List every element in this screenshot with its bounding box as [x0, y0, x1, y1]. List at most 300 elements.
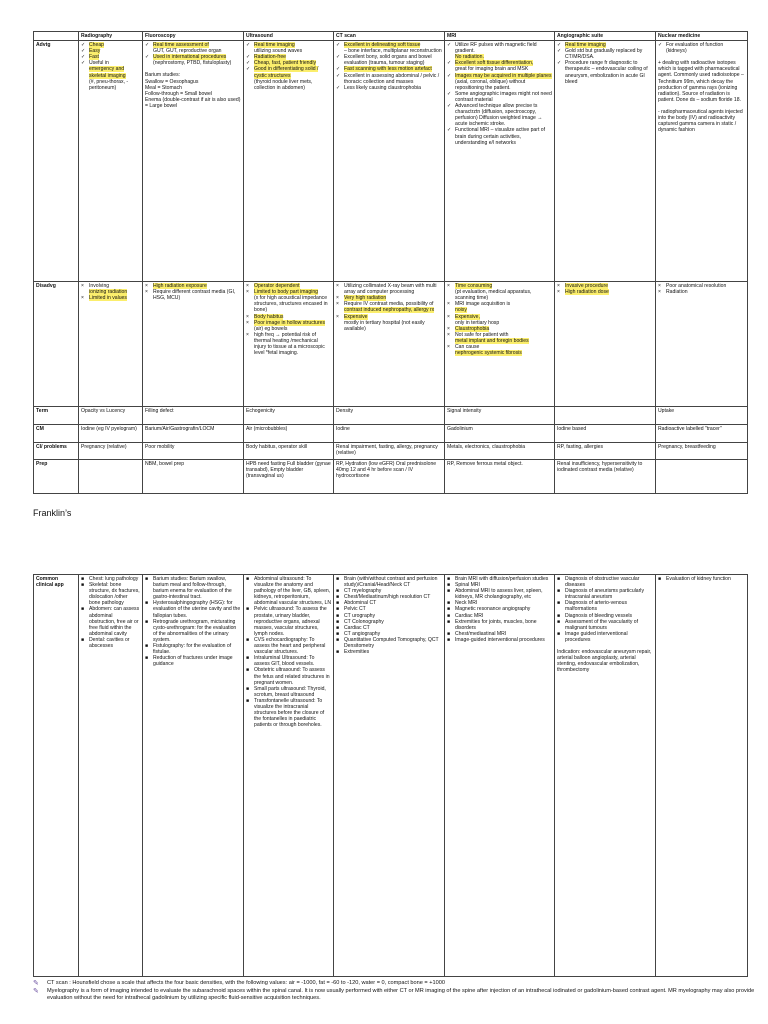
square-bullet-icon: ■ [81, 606, 85, 613]
list-item-text: No radiation. [455, 54, 484, 61]
list-item-text: Limited in values [89, 295, 127, 302]
table-cell: Metals, electronics, claustrophobia [445, 443, 555, 460]
list-item [658, 42, 745, 54]
square-bullet-icon: ■ [246, 697, 250, 704]
footer-note: ✎ Myelography is a form of imaging intended to evaluate the subarachnoid spaces within the spinal canal. It is now usually performed with either CT or MR imaging of the spine after injection of an intrathecal iodinated or gadolinium-based contrast agent. MR myelography may also provide evaluation without the need for intrathecal gadolinium by utilizing specific fluid-sensitive acquisition techniques. [33, 988, 755, 1001]
list-item-text: Poor image in hollow structures [254, 319, 326, 326]
square-bullet-icon: ■ [336, 630, 340, 637]
header-cell: MRI [445, 32, 555, 41]
list-item [246, 606, 331, 636]
square-bullet-icon: ■ [246, 667, 250, 674]
list-item-text: Very high radiation [344, 295, 387, 302]
list-item-text: Chest/Mediastinum/high resolution CT [344, 594, 431, 601]
list-item [447, 350, 552, 356]
square-bullet-icon: ■ [447, 576, 451, 582]
check-icon: ✓ [447, 127, 452, 134]
pen-icon: ✎ [33, 980, 39, 987]
list-item-text: Utilizing collimated X-ray beam with multi array and computer processing [344, 283, 437, 296]
table-cell [555, 407, 656, 425]
list-item-text: Utilize RF pulses with magnetic field gradient. [455, 42, 537, 55]
list-item-text: (#, pneu-thorax, - peritoneum) [89, 78, 129, 91]
list-item-text: Image guided interventional procedures [565, 630, 628, 643]
list-item-text: CT myelography [344, 588, 382, 595]
cross-icon: × [447, 344, 450, 351]
list-item [447, 42, 552, 54]
list-item-text: Brain (with/without contrast and perfusion study)/Cranial/Head/Neck CT [344, 576, 438, 589]
disadvg-angio [555, 282, 656, 407]
list-item-text: Abdominal MRI to assess liver, spleen, kidneys, MR cholangiography, etc [455, 588, 543, 601]
list-item [447, 91, 552, 103]
list-item-text: mostly in tertiary hospital (not easily available) [344, 319, 425, 332]
list-item-text: Neck MRI [455, 600, 478, 607]
list-item-text: Pelvic CT [344, 606, 366, 613]
list-item [336, 637, 442, 649]
check-icon: ✓ [557, 42, 562, 49]
row-label: Prep [34, 460, 79, 494]
table-cell: Pregnancy (relative) [79, 443, 143, 460]
list-item-text: Less likely causing claustrophobia [344, 84, 422, 91]
table-cell: Renal insufficiency, hypersensitivity to iodinated contrast media (relative) [555, 460, 656, 494]
list-item-text: Magnetic resonance angiography [455, 606, 531, 613]
table-cell: Gadolinium [445, 425, 555, 443]
list-item-text: great for imaging brain and MSK [455, 66, 529, 73]
list-item [336, 283, 442, 295]
list-item [336, 576, 442, 588]
list-item [246, 686, 331, 698]
table-cell: RP, Hydration (low eGFR) Oral prednisolone 40mg 12 and 4 hr before scan / IV hydrocortisone [334, 460, 445, 494]
list-item-text: Radiation-free [254, 54, 286, 61]
app-ct [334, 575, 445, 977]
square-bullet-icon: ■ [336, 649, 340, 656]
list-item-text: Diagnosis of obstructive vascular diseases [565, 576, 640, 589]
list-item-text: Real time imaging [254, 42, 295, 49]
square-bullet-icon: ■ [81, 582, 85, 589]
cross-icon: × [447, 331, 450, 338]
list-item-text: Cheap, fast, patient friendly [254, 60, 317, 67]
table-cell [79, 460, 143, 494]
header-cell: Ultrasound [244, 32, 334, 41]
table-cell: Iodine (eg IV pyelogram) [79, 425, 143, 443]
advtg-mri [445, 41, 555, 282]
list-item-text: MRI image acquisition is [455, 301, 511, 308]
cross-icon: × [145, 289, 148, 296]
square-bullet-icon: ■ [447, 588, 451, 595]
square-bullet-icon: ■ [336, 588, 340, 595]
list-item-text: only in tertiary hosp [455, 319, 500, 326]
cm-row [34, 425, 748, 443]
list-item-text: Operator dependent [254, 283, 300, 290]
footer-note: ✎ CT scan : Hounsfield chose a scale that affects the four basic densities, with the following values: air = -1000, fat = -60 to -120, water = 0, compact bone = +1000 [33, 980, 445, 987]
table-cell: Signal intensity [445, 407, 555, 425]
list-item-text: Time consuming [455, 283, 493, 290]
advtg-ultrasound [244, 41, 334, 282]
list-item-text: Intraluminal Ultrasound: To assess GIT, blood vessels. [254, 655, 315, 668]
list-item-text: (axial, coronal, oblique) without repositioning the patient. [455, 78, 526, 91]
app-angio [555, 575, 656, 977]
header-cell [34, 32, 79, 41]
list-item [557, 289, 653, 295]
table-cell: RP, Remove ferrous metal object. [445, 460, 555, 494]
list-item-text: Require different contrast media (GI, HSG, MCU) [153, 289, 236, 302]
cross-icon: × [557, 289, 560, 296]
square-bullet-icon: ■ [557, 576, 561, 582]
list-item [447, 79, 552, 91]
table-cell: Air (microbubbles) [244, 425, 334, 443]
prep-row [34, 460, 748, 494]
list-item-text: Transfontanelle ultrasound: To visualize the intracranial structures before the closure of the fontanelles in paediatric patients or through boreholes. [254, 697, 325, 729]
list-item-text: (thyroid nodule liver mets, collection in abdomen) [254, 78, 313, 91]
square-bullet-icon: ■ [447, 600, 451, 607]
list-item-text: Chest: lung pathology [89, 576, 139, 582]
square-bullet-icon: ■ [336, 594, 340, 601]
list-item-text: Expensive, [455, 313, 480, 320]
text-line: Follow-through = Small bowel [145, 90, 212, 97]
list-item-text: Can cause [455, 344, 480, 351]
advantages-row [34, 41, 748, 282]
list-item-text: Quantitative Computed Tomography, QCT Densitometry [344, 636, 439, 650]
list-item [145, 576, 241, 600]
list-item [336, 320, 442, 332]
square-bullet-icon: ■ [246, 685, 250, 692]
disadvg-mri [445, 282, 555, 407]
list-item-text: For evaluation of function (kidneys) [666, 42, 724, 55]
square-bullet-icon: ■ [246, 655, 250, 662]
check-icon: ✓ [336, 84, 341, 91]
list-item-text: Fistulography: for the evaluation of fistulae. [153, 643, 232, 656]
advtg-angio [555, 41, 656, 282]
table-cell: Renal impairment, fasting, allergy, pregnancy (relative) [334, 443, 445, 460]
list-item-text: Used in international procedures [153, 54, 227, 61]
list-item-text: high freq → potential risk of thermal heating /mechanical injury to tissue at a microscopic level *fetal imaging. [254, 331, 325, 357]
list-item-text: Cardiac MRI [455, 612, 484, 619]
check-icon: ✓ [246, 42, 251, 49]
square-bullet-icon: ■ [557, 612, 561, 619]
list-item-text: Easy [89, 48, 101, 55]
list-item-text: Invasive procedure [565, 283, 609, 290]
square-bullet-icon: ■ [81, 636, 85, 643]
cross-icon: × [336, 283, 339, 290]
check-icon: ✓ [145, 54, 150, 61]
square-bullet-icon: ■ [145, 600, 149, 607]
list-item-text: emergency and skeletal imaging [89, 66, 126, 79]
list-item-text: Pelvic ultrasound: To assess the prostate, urinary bladder, reproductive organs, adnexal masses, vascular structures, lymph nodes. [254, 606, 327, 637]
list-item-text: Gold std but gradually replaced by CT/MR/DSA. [565, 48, 643, 61]
list-item-text: Barium studies: Barium swallow, barium meal and follow-through, barium enema for evaluation of the gastro-intestinal tract. [153, 576, 232, 601]
list-item [557, 619, 653, 631]
header-cell: Nuclear medicine [656, 32, 748, 41]
square-bullet-icon: ■ [447, 582, 451, 589]
advtg-radiography [79, 41, 143, 282]
list-item-text: (nephrostomy, PTBD, fistuloplasty) [153, 60, 232, 67]
list-item-text: Body habitus [254, 313, 284, 320]
app-ultrasound [244, 575, 334, 977]
term-row [34, 407, 748, 425]
list-item-text: (x for high acoustical impedance structures, structures encased in bone) [254, 295, 328, 314]
list-item-text: Limited to body part imaging [254, 289, 318, 296]
table-cell: Opacity vs Lucency [79, 407, 143, 425]
list-item-text: CT Colonography [344, 618, 384, 625]
square-bullet-icon: ■ [336, 624, 340, 631]
check-icon: ✓ [81, 60, 86, 67]
square-bullet-icon: ■ [557, 618, 561, 625]
table-cell: NBM, bowel prep [143, 460, 244, 494]
list-item-text: Real time assessment of [153, 42, 209, 49]
list-item-text: Dental: cavities or abscesses [89, 636, 130, 650]
list-item-text: GUT, GUT, reproductive organ [153, 48, 222, 55]
list-item-text: Images may be acquired in multiple planes [455, 72, 552, 79]
check-icon: ✓ [447, 103, 452, 110]
angio-indication: Indication: endovascular aneurysm repair, arterial balloon angioplasty, arterial stenting, endovascular embolization, thrombectomy [557, 649, 652, 674]
list-item [246, 637, 331, 655]
header-cell: Radiography [79, 32, 143, 41]
list-item-text: Abdominal ultrasound: To visualize the anatomy and pathology of the liver, GB, spleen, kidneys, retroperitonium, abdominal vascular structures, LN [254, 576, 332, 607]
square-bullet-icon: ■ [447, 618, 451, 625]
list-item-text: CVS echocardiography: To assess the heart and peripheral vascular structures. [254, 636, 326, 656]
list-item-text: Useful in [89, 60, 109, 67]
list-item [447, 588, 552, 600]
list-item-text: Involving [89, 283, 110, 290]
table-cell: Poor mobility [143, 443, 244, 460]
list-item [447, 103, 552, 127]
table-cell: Filling defect [143, 407, 244, 425]
list-item [447, 637, 552, 643]
table-cell: Iodine [334, 425, 445, 443]
list-item-text: Spinal MRI [455, 582, 480, 589]
cross-icon: × [246, 313, 249, 320]
list-item-text: Small parts ultrasound: Thyroid, scrotum, breast ultrasound [254, 685, 326, 698]
app-radiography [79, 575, 143, 977]
square-bullet-icon: ■ [557, 630, 561, 637]
cross-icon: × [447, 283, 450, 290]
list-item-text: CT urography [344, 612, 376, 619]
row-label: Advtg [34, 41, 79, 282]
header-cell: Angiographic suite [555, 32, 656, 41]
list-item-text: High radiation dose [565, 289, 609, 296]
list-item [81, 582, 140, 606]
disadvg-fluoroscopy [143, 282, 244, 407]
text-line: + dealing with radioactive isotopes which is tagged with pharmaceutical agent. Commonly used radioisotope – Technitium 99m, which decay the production of gamma rays (ionizing radiation). Source of radiation is patient. Done ds – sodium floride 18. [658, 60, 744, 103]
cross-icon: × [336, 295, 339, 302]
list-item-text: Not safe for patient with [455, 331, 509, 338]
list-item-text: Skeletal: bone structure, dx fractures, dislocation /other bone pathology [89, 582, 140, 607]
list-item [336, 85, 442, 91]
table-cell: Uptake [656, 407, 748, 425]
list-item [81, 606, 140, 636]
app-nuclear [656, 575, 748, 977]
check-icon: ✓ [336, 54, 341, 61]
square-bullet-icon: ■ [81, 576, 85, 582]
square-bullet-icon: ■ [447, 630, 451, 637]
square-bullet-icon: ■ [246, 636, 250, 643]
list-item-text: (pt evaluation, medical apparatus, scanning time) [455, 289, 532, 302]
list-item-text: Claustrophobia [455, 325, 490, 332]
list-item-text: (air) eg bowels [254, 325, 288, 332]
check-icon: ✓ [447, 72, 452, 79]
header-row [34, 32, 748, 41]
list-item-text: Extremities for joints, muscles, bone disorders [455, 618, 537, 631]
check-icon: ✓ [246, 60, 251, 67]
table-cell: Barium/Air/Gastrografin/LOCM [143, 425, 244, 443]
list-item [557, 600, 653, 612]
square-bullet-icon: ■ [246, 606, 250, 613]
list-item [246, 66, 331, 78]
list-item-text: Chest/mediastinal MRI [455, 630, 507, 637]
advtg-ct [334, 41, 445, 282]
cross-icon: × [246, 289, 249, 296]
list-item-text: Procedure range fr diagnostic to therapeutic – endovascular coiling of aneurysm, embolization in acute GI bleed [565, 60, 648, 85]
list-item [246, 698, 331, 728]
cross-icon: × [81, 283, 84, 290]
check-icon: ✓ [81, 54, 86, 61]
check-icon: ✓ [145, 42, 150, 49]
header-cell: Fluoroscopy [143, 32, 244, 41]
table-cell: Pregnancy, breastfeeding [656, 443, 748, 460]
row-label: Common clinical app [34, 575, 79, 977]
check-icon: ✓ [336, 66, 341, 73]
table-cell: Body habitus, operator skill [244, 443, 334, 460]
list-item-text: ionizing radiation [89, 289, 128, 296]
cross-icon: × [447, 325, 450, 332]
square-bullet-icon: ■ [145, 576, 149, 582]
list-item [658, 289, 745, 295]
cross-icon: × [246, 319, 249, 326]
list-item [145, 643, 241, 655]
list-item-text: Diagnosis of arterio-venous malformations [565, 600, 628, 613]
square-bullet-icon: ■ [447, 636, 451, 643]
cross-icon: × [145, 283, 148, 290]
list-item-text: Cheap [89, 42, 105, 49]
list-item-text: Hysterosalphingography (HSG): for evaluation of the uterine cavity and the fallopian tubes. [153, 600, 241, 619]
cross-icon: × [246, 331, 249, 338]
square-bullet-icon: ■ [557, 588, 561, 595]
row-label: CM [34, 425, 79, 443]
cross-icon: × [658, 283, 661, 290]
square-bullet-icon: ■ [246, 576, 250, 582]
list-item-text: Retrograde urethrogram, micturating cysto-urethrogram: for the evaluation of the abnormalities of the urinary system. [153, 618, 237, 643]
list-item-text: utilizing sound waves [254, 48, 303, 55]
text-line: Swallow = Oesophagus [145, 78, 199, 85]
list-item [145, 619, 241, 643]
list-item [246, 667, 331, 685]
list-item-text: Abdominal CT [344, 600, 377, 607]
list-item-text: Advanced technique allow precise ts charactrztn (diffusion, spectroscopy, perfusion) Diffusion weighted image → acute ischemic stroke. [455, 103, 543, 128]
list-item-text: Cardiac CT [344, 624, 370, 631]
check-icon: ✓ [557, 48, 562, 55]
check-icon: ✓ [81, 48, 86, 55]
disadvantages-row [34, 282, 748, 407]
text-line: Enema (double-contrast if air is also used) = Large bowel [145, 96, 241, 109]
advtg-fluoroscopy [143, 41, 244, 282]
table-cell: Radioactive labelled "tracer" [656, 425, 748, 443]
square-bullet-icon: ■ [336, 600, 340, 607]
list-item [145, 60, 241, 66]
list-item [447, 619, 552, 631]
list-item-text: Functional MRI – visualize active part of brain during certain activities, understanding e/l networks [455, 127, 546, 146]
list-item-text: Diagnosis of aneurisms particularly intracranial aneurism [565, 588, 644, 601]
list-item-text: Require IV contrast media, possibility of [344, 301, 434, 308]
cross-icon: × [336, 313, 339, 320]
list-item [246, 332, 331, 356]
text-line: - radiopharmaceutical agents injected into the body (IV) and radioactivity captured gamma camera in static / dynamic fashion [658, 108, 743, 134]
list-item-text: Fast scanning with less motion artefact [344, 66, 432, 73]
list-item-text: Brain MRI with diffusion/perfusion studies [455, 576, 549, 582]
list-item [557, 60, 653, 84]
row-label: CI/ problems [34, 443, 79, 460]
square-bullet-icon: ■ [658, 576, 662, 582]
list-item [336, 73, 442, 85]
check-icon: ✓ [336, 72, 341, 79]
list-item-text: Poor anatomical resolution [666, 283, 727, 290]
list-item [145, 600, 241, 618]
caption-franklins: Franklin’s [33, 508, 72, 518]
disadvg-ct [334, 282, 445, 407]
list-item-text: – bone interface, multiplanar reconstruction [344, 48, 442, 55]
disadvg-ultrasound [244, 282, 334, 407]
advtg-nuclear [656, 41, 748, 282]
list-item-text: Excellent soft tissue differentiation, [455, 60, 534, 67]
app-fluoroscopy [143, 575, 244, 977]
square-bullet-icon: ■ [145, 618, 149, 625]
check-icon: ✓ [447, 42, 452, 49]
list-item [81, 66, 140, 78]
cross-icon: × [81, 295, 84, 302]
list-item-text: Excellent bony, solid organs and bowel evaluation (trauma, tumour staging) [344, 54, 432, 67]
list-item [81, 79, 140, 91]
list-item-text: Assessment of the vascularity of malignant tumours [565, 618, 639, 631]
list-item-text: Some angiographic images might not need contrast material [455, 90, 552, 103]
cross-icon: × [447, 313, 450, 320]
imaging-comparison-table [33, 31, 748, 494]
text-line: Meal = Stomach [145, 84, 182, 91]
list-item [557, 631, 653, 643]
list-item-text: Excellent in delineating soft tissue [344, 42, 421, 49]
cross-icon: × [246, 283, 249, 290]
list-item-text: contrast induced nephropathy, allergy rx [344, 307, 435, 314]
list-item [145, 655, 241, 667]
check-icon: ✓ [447, 60, 452, 67]
list-item [336, 649, 442, 655]
table-cell: RP, fasting, allergies [555, 443, 656, 460]
list-item-text: nephrogenic systemic fibrosis [455, 350, 522, 357]
disadvg-radiography [79, 282, 143, 407]
pen-icon: ✎ [33, 988, 39, 995]
check-icon: ✓ [447, 90, 452, 97]
square-bullet-icon: ■ [145, 643, 149, 650]
check-icon: ✓ [336, 42, 341, 49]
list-item-text: Fast [89, 54, 99, 61]
list-item-text: Real time imaging [565, 42, 606, 49]
cross-icon: × [557, 283, 560, 290]
list-item [81, 637, 140, 649]
list-item-text: Expensive [344, 313, 368, 320]
list-item-text: CT angiography [344, 630, 381, 637]
clinical-app-row [34, 575, 748, 977]
list-item [246, 295, 331, 313]
list-item-text: Good in differentiating solid / cystic structures [254, 66, 319, 79]
list-item [447, 127, 552, 145]
list-item-text: noisy [455, 307, 467, 314]
row-label: Term [34, 407, 79, 425]
cross-icon: × [658, 289, 661, 296]
header-cell: CT scan [334, 32, 445, 41]
app-mri [445, 575, 555, 977]
list-item [658, 576, 745, 582]
text-line: Barium studies: [145, 72, 181, 79]
list-item [557, 48, 653, 60]
table-cell [656, 460, 748, 494]
square-bullet-icon: ■ [145, 655, 149, 662]
list-item-text: Extremities [344, 649, 370, 656]
